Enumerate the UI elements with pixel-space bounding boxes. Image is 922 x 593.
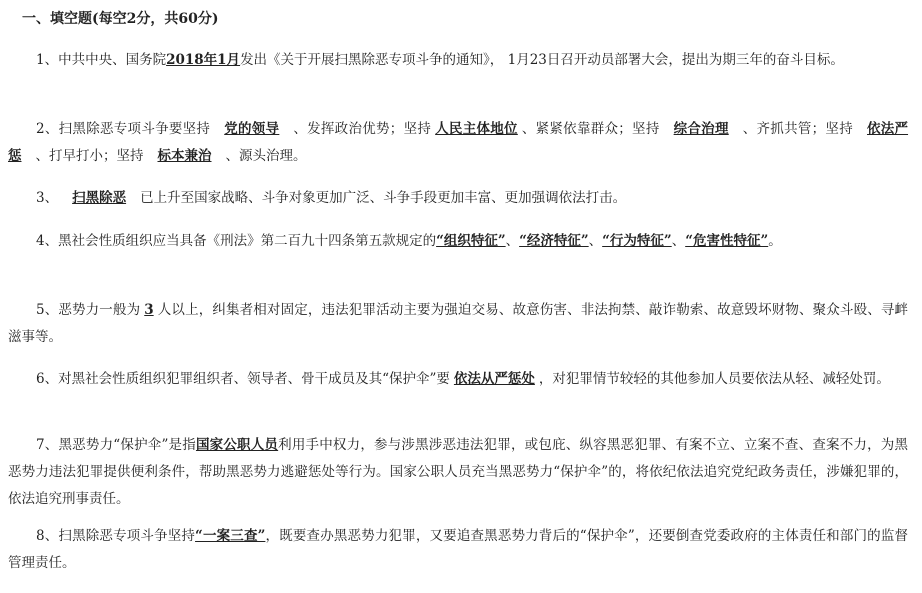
answer-blank: 人民主体地位 (435, 121, 518, 137)
question-text: 、齐抓共管；坚持 (742, 121, 853, 137)
question-text: 发出《关于开展扫黑除恶专项斗争的通知》， 1月23日召开动员部署大会，提出为期三年的奋斗目标。 (240, 52, 844, 68)
question-text: 1、中共中央、国务院 (36, 52, 167, 68)
question-text: ，对犯罪情节较轻的其他参加人员要依法从轻、减轻处罚。 (538, 371, 890, 387)
question-text: 、 (505, 233, 520, 249)
question-4 (8, 228, 908, 255)
question-text: 、打早打小；坚持 (35, 148, 144, 164)
question-text: 利用手中权力，参与涉黑涉恶违法犯罪，或包庇、纵容黑恶犯罪、有案不立、立案不查、查案不力，为黑恶势力违法犯罪提供便利条件，帮助黑恶势力逃避惩处等行为。国家公职人员充当黑恶势力“保护伞”的，将依纪依法追究党纪政务责任，涉嫌犯罪的，依法追究刑事责任。 (8, 437, 908, 507)
question-1 (8, 47, 908, 74)
answer-blank: 依法从严惩处 (453, 371, 535, 387)
question-text: 、 (671, 233, 686, 249)
question-5 (8, 297, 908, 351)
question-text: 5、恶势力一般为 (36, 302, 141, 318)
answer-blank: 综合治理 (673, 121, 729, 137)
question-text: 、发挥政治优势；坚持 (293, 121, 432, 137)
question-2 (8, 116, 908, 170)
question-text: 人以上，纠集者相对固定，违法犯罪活动主要为强迫交易、故意伤害、非法拘禁、敲诈勒索、故意毁坏财物、聚众斗殴、寻衅滋事等。 (8, 302, 908, 345)
question-text: 6、对黑社会性质组织犯罪组织者、领导者、骨干成员及其“保护伞”要 (36, 371, 450, 387)
question-7 (8, 432, 908, 513)
answer-blank: 依法严惩 (8, 121, 909, 164)
question-text: 已上升至国家战略、斗争对象更加广泛、斗争手段更加丰富、更加强调依法打击。 (140, 190, 627, 206)
question-text: 4、黑社会性质组织应当具备《刑法》第二百九十四条第五款规定的 (36, 233, 437, 249)
answer-blank: “经济特征” (519, 233, 589, 249)
answer-blank: 党的领导 (224, 121, 280, 137)
question-text: 、源头治理。 (225, 148, 307, 164)
answer-blank: “组织特征” (436, 233, 506, 249)
question-text: 7、黑恶势力“保护伞”是指 (36, 437, 196, 453)
question-text: 3、 (36, 190, 59, 206)
answer-blank: 扫黑除恶 (72, 190, 127, 206)
question-text: 、紧紧依靠群众；坚持 (521, 121, 660, 137)
answer-blank: 国家公职人员 (195, 437, 279, 453)
answer-blank: “危害性特征” (685, 233, 769, 249)
question-3 (8, 185, 908, 212)
question-text: 。 (768, 233, 782, 249)
question-text: 、 (588, 233, 603, 249)
answer-blank: “行为特征” (602, 233, 672, 249)
question-8 (8, 523, 908, 577)
question-text: 2、扫黑除恶专项斗争要坚持 (36, 121, 211, 137)
question-6 (8, 366, 908, 393)
answer-blank: 标本兼治 (157, 148, 212, 164)
question-text: ，既要查办黑恶势力犯罪，又要追查黑恶势力背后的“保护伞”，还要倒查党委政府的主体责任和部门的监督管理责任。 (8, 528, 908, 571)
answer-blank: 3 (144, 302, 154, 318)
question-text: 8、扫黑除恶专项斗争坚持 (36, 528, 196, 544)
answer-blank: 2018年1月 (166, 52, 241, 68)
answer-blank: “一案三查” (195, 528, 266, 544)
section-heading: 一、填空题(每空2分，共60分) (22, 11, 219, 27)
